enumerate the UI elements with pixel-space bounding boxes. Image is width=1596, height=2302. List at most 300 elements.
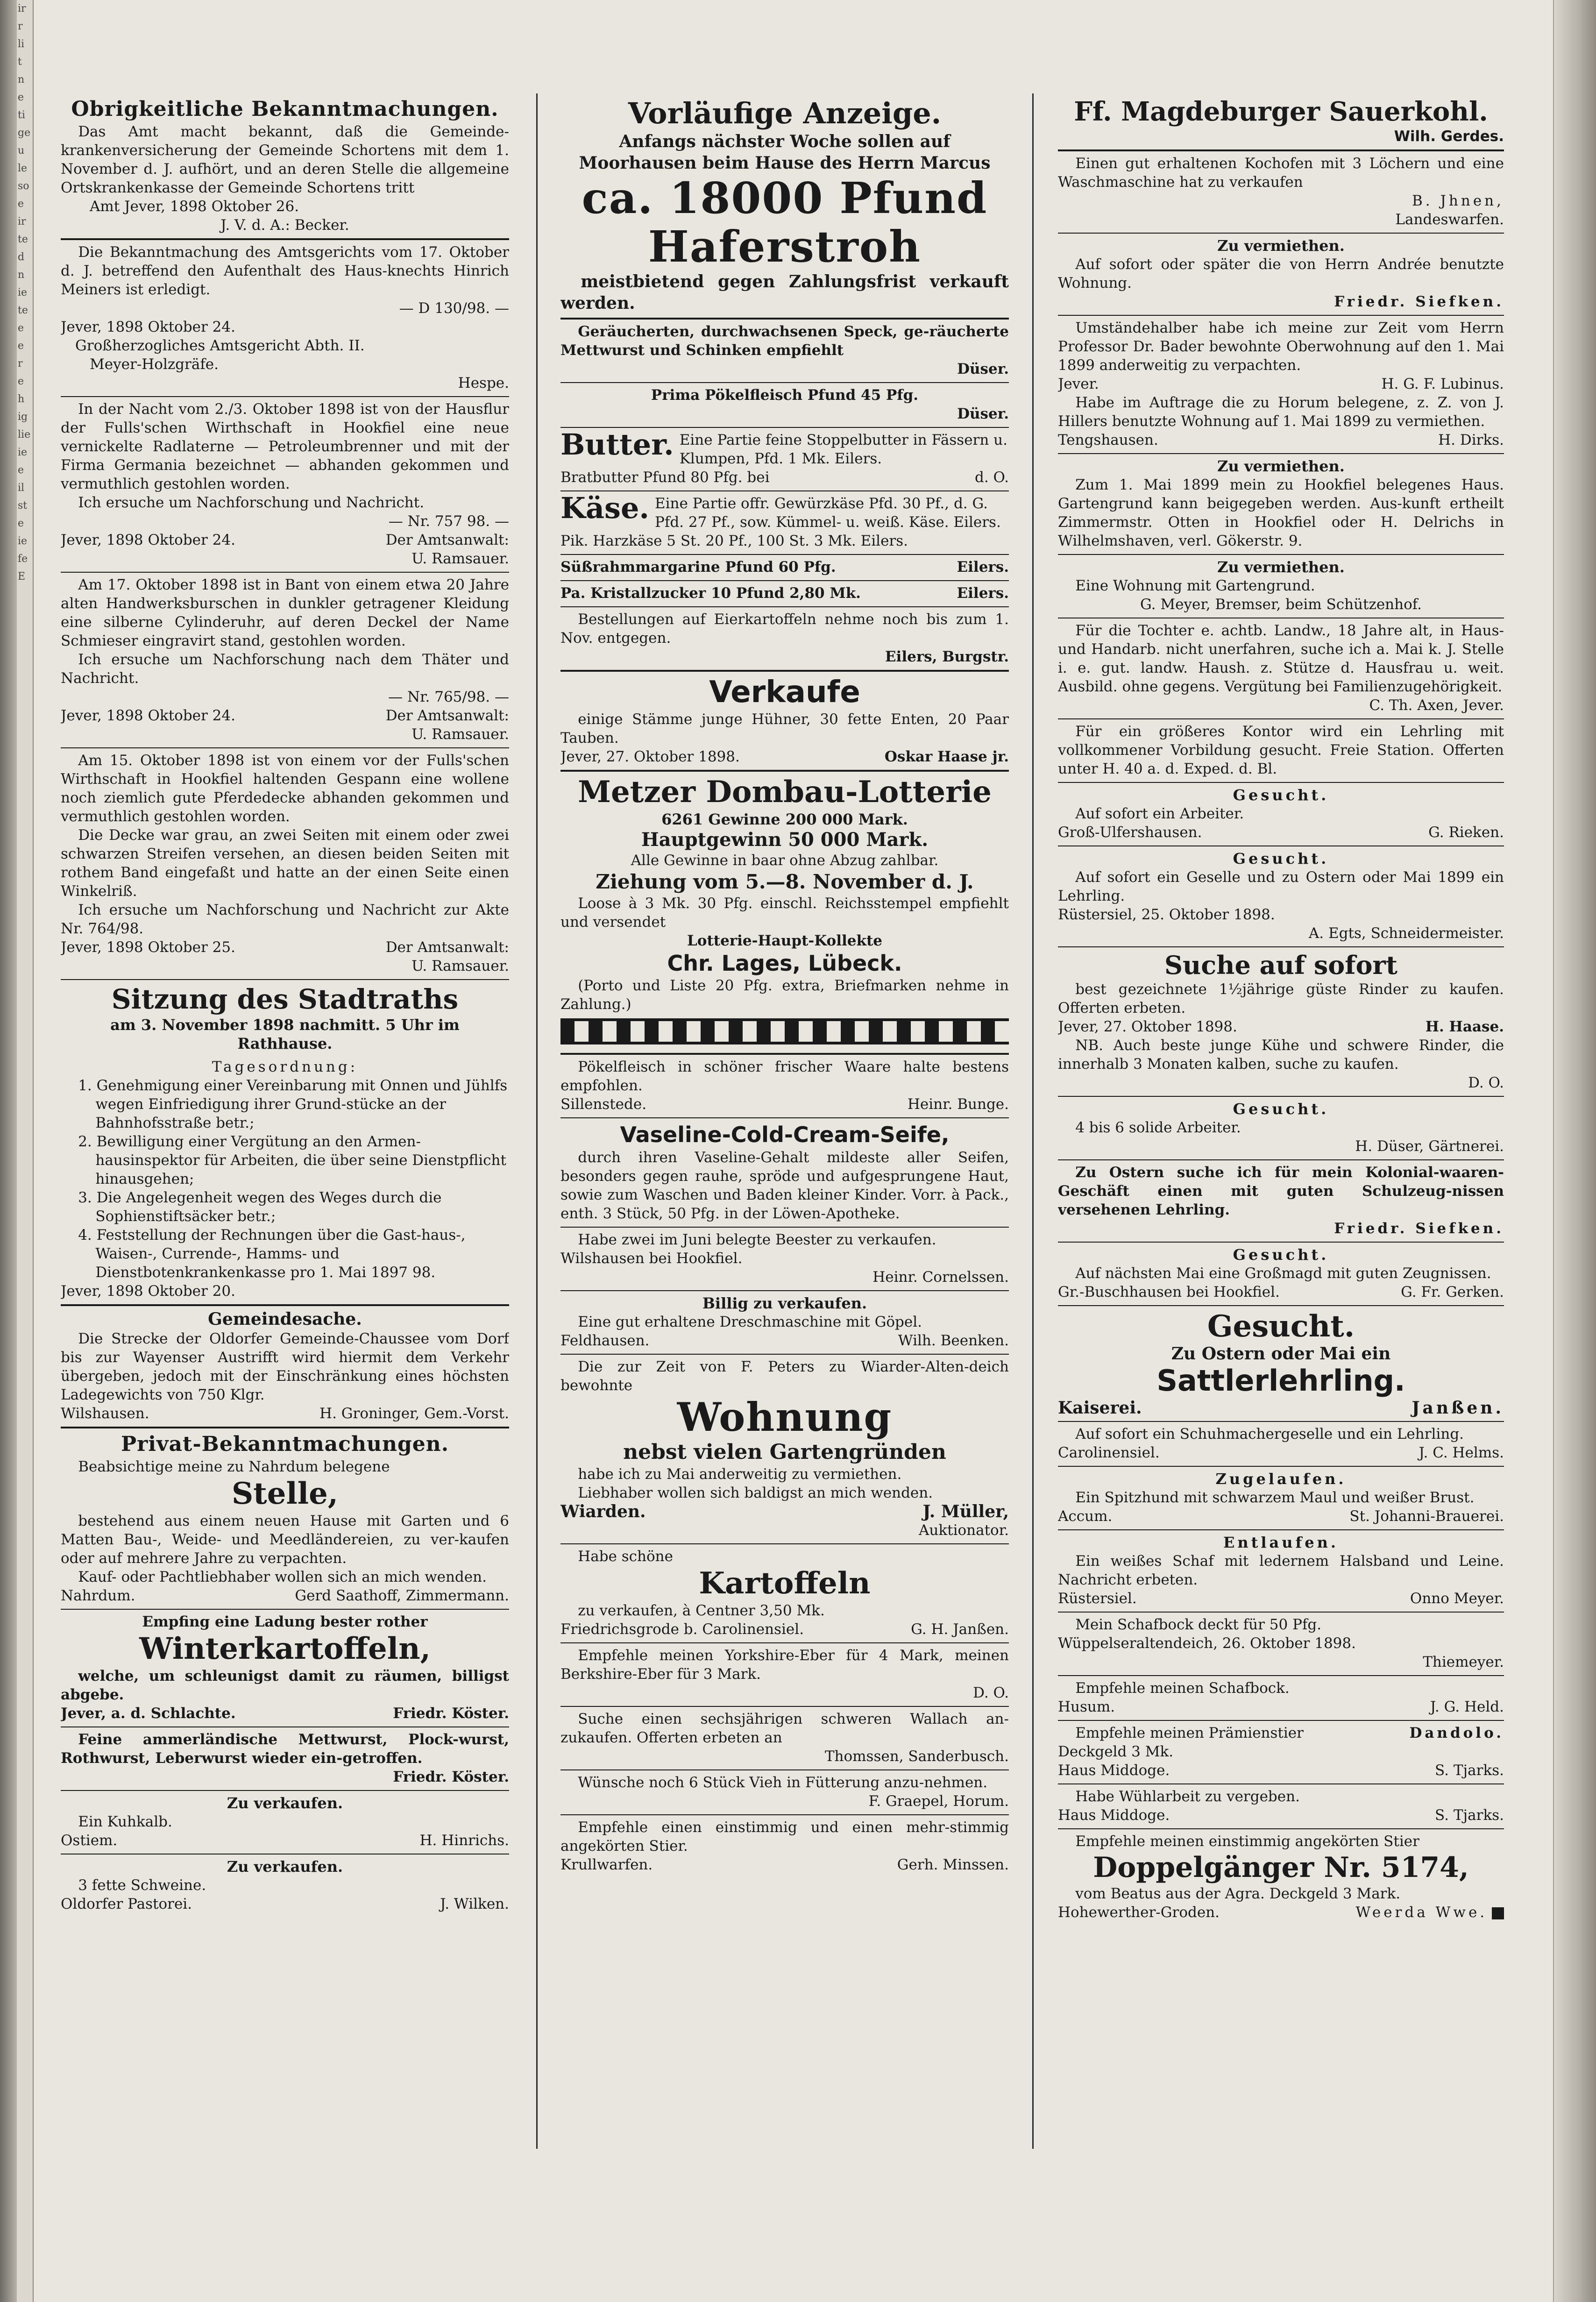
ad-text: vom Beatus aus der Agra. Deckgeld 3 Mark. [1075, 1885, 1401, 1902]
ad-place: Carolinensiel. [1058, 1444, 1160, 1461]
ad-place: Jever. [1058, 376, 1099, 392]
ad-text: Wünsche noch 6 Stück Vieh in Fütterung anzu-nehmen. [578, 1774, 988, 1791]
column-middle [560, 93, 1009, 2289]
notice-title: Gemeindesache. [208, 1309, 362, 1329]
municipal-notice [61, 1306, 509, 1428]
edge-fragment: ie [18, 287, 28, 298]
ad-subheadline: nebst vielen Gartengründen [623, 1440, 946, 1464]
ad-signature: S. Tjarks. [1435, 1762, 1504, 1779]
potato-order-ad [560, 607, 1009, 672]
ad-text: Pik. Harzkäse 5 St. 20 Pf., 100 St. 3 Mk. Eilers. [560, 533, 908, 549]
ad-signature: G. Rieken. [1428, 824, 1504, 841]
reference-number: — Nr. 765/98. — [388, 689, 509, 705]
ad-signature: G. H. Janßen. [911, 1621, 1009, 1638]
ad-signature: Thiemeyer. [1423, 1654, 1504, 1670]
ad-place: Sillenstede. [560, 1096, 647, 1113]
ad-title: Billig zu verkaufen. [702, 1294, 867, 1312]
notice-signature: U. Ramsauer. [411, 726, 509, 743]
ad-text: best gezeichnete 1½jährige güste Rinder zu kaufen. Offerten erbeten. [1058, 981, 1504, 1016]
stud-ad [1058, 1721, 1504, 1784]
notice-place: Wilshausen. [61, 1405, 149, 1422]
notice-text: Ich ersuche um Nachforschung und Nachricht. [78, 494, 425, 511]
ad-product: Haferstroh [648, 221, 922, 272]
ad-title: Gesucht. [1207, 1309, 1355, 1344]
ad-text: Empfehle meinen Prämienstier [1075, 1725, 1304, 1741]
edge-fragment: r [18, 21, 23, 32]
meeting-subtitle: am 3. November 1898 nachmitt. 5 Uhr im Rathhause. [110, 1016, 460, 1052]
ad-signature: Eilers, Burgstr. [885, 648, 1009, 665]
ad-text: Mein Schafbock deckt für 50 Pfg. [1075, 1616, 1322, 1633]
ad-signature: H. G. F. Lubinus. [1381, 376, 1504, 392]
ad-headline: Wohnung [677, 1394, 893, 1440]
ad-text: Bestellungen auf Eierkartoffeln nehme noch bis zum 1. Nov. entgegen. [560, 611, 1009, 647]
ad-text: Habe schöne [578, 1548, 673, 1565]
column-rule [536, 93, 538, 2149]
poultry-ad [560, 672, 1009, 772]
ad-text: Habe zwei im Juni belegte Beester zu verkaufen. [578, 1231, 936, 1248]
column-right [1058, 93, 1504, 2289]
police-notice [61, 748, 509, 980]
ad-text: Habe im Auftrage die zu Horum belegene, z. Z. von J. Hillers benutzte Wohnung auf 1. Mai 1899 zu vermiethen. [1058, 394, 1504, 430]
ad-place: Wilshausen bei Hookfiel. [560, 1250, 743, 1267]
ad-text: Einen gut erhaltenen Kochofen mit 3 Löchern und eine Waschmaschine hat zu verkaufen [1058, 155, 1504, 191]
ad-place: Oldorfer Pastorei. [61, 1896, 192, 1912]
ad-text: 4 bis 6 solide Arbeiter. [1075, 1119, 1241, 1136]
ad-signature: F. Graepel, Horum. [868, 1793, 1009, 1810]
ad-title: Gesucht. [1233, 786, 1329, 804]
ad-date: Jever, 27. Oktober 1898. [1058, 1018, 1237, 1035]
property-ad [61, 1428, 509, 1610]
ad-headline: Winterkartoffeln, [139, 1631, 431, 1666]
ad-text: habe ich zu Mai anderweitig zu vermiethen. [578, 1466, 902, 1483]
ornament-border [560, 1018, 1009, 1044]
notice-signature: H. Groninger, Gem.-Vorst. [319, 1405, 509, 1422]
ad-place: Hohewerther-Groden. [1058, 1904, 1220, 1921]
edge-fragment: lie [18, 429, 31, 441]
ad-title: Zu vermiethen. [1217, 237, 1345, 255]
ad-signature: Düser. [957, 361, 1009, 377]
council-meeting-notice [61, 980, 509, 1306]
potato-ad [61, 1610, 509, 1727]
ad-amount: ca. 18000 Pfund [582, 173, 988, 223]
ad-text: Eine gut erhaltene Dreschmaschine mit Göpel. [578, 1314, 922, 1330]
ad-signature: J. C. Helms. [1419, 1444, 1504, 1461]
ad-text: Die zur Zeit von F. Peters zu Wiarder-Alten-deich bewohnte [560, 1358, 1009, 1394]
position-wanted-ad [1058, 618, 1504, 719]
ad-signature: S. Tjarks. [1435, 1807, 1504, 1824]
ad-text: meistbietend gegen Zahlungsfrist verkauft werden. [560, 272, 1009, 313]
notice-date: Jever, 1898 Oktober 25. [61, 939, 235, 956]
edge-fragment: ie [18, 535, 28, 547]
ad-text: 3 fette Schweine. [78, 1877, 206, 1894]
ad-text: Ein Kuhkalb. [78, 1813, 172, 1830]
ad-title: Zugelaufen. [1215, 1470, 1347, 1488]
page-edge-right [1553, 0, 1596, 2302]
rental-ad [1058, 555, 1504, 618]
cattle-ad [560, 1228, 1009, 1291]
reference-number: — D 130/98. — [399, 300, 509, 317]
meat-ad [560, 383, 1009, 428]
edge-fragment: t [18, 56, 22, 68]
ad-title: Vaseline-Cold-Cream-Seife, [620, 1122, 950, 1147]
ad-text: Pa. Kristallzucker 10 Pfund 2,80 Mk. [560, 585, 861, 602]
edge-fragment: ge [18, 127, 31, 139]
ad-text: Prima Pökelfleisch Pfund 45 Pfg. [651, 387, 919, 404]
rental-ad [1058, 454, 1504, 555]
ad-text: Hauptgewinn 50 000 Mark. [641, 829, 929, 851]
edge-fragment: ir [18, 3, 26, 14]
edge-fragment: ig [18, 411, 28, 423]
ad-text: Habe Wühlarbeit zu vergeben. [1075, 1788, 1300, 1805]
notice-date: Jever, 1898 Oktober 24. [61, 319, 235, 335]
agenda-title: Tagesordnung: [212, 1059, 358, 1075]
ad-text: Auf sofort ein Arbeiter. [1075, 805, 1244, 822]
ad-text: Zum 1. Mai 1899 mein zu Hookfiel belegenes Haus. Gartengrund kann beigegeben werden. Aus-kunft ertheilt Zimmermstr. Otten in Hookfiel oder H. Delrichs in Wilhelmshaven, verl. Gökerstr. 9. [1058, 476, 1504, 549]
ad-text: Auf sofort ein Schuhmachergeselle und ein Lehrling. [1075, 1426, 1464, 1442]
ad-signature: G. Meyer, Bremser, beim Schützenhof. [1140, 596, 1422, 613]
edge-fragment: E [18, 571, 26, 583]
ad-text: Empfehle meinen Schafbock. [1075, 1680, 1290, 1697]
ad-text: Auf nächsten Mai eine Großmagd mit guten Zeugnissen. [1075, 1265, 1491, 1282]
ad-signature: Friedr. Siefken. [1334, 293, 1504, 310]
ad-signature: B. Jhnen, [1412, 192, 1504, 209]
ad-text: (Porto und Liste 20 Pfg. extra, Briefmarken nehme in Zahlung.) [560, 977, 1009, 1013]
machine-ad [560, 1291, 1009, 1355]
notice-text: Am 15. Oktober 1898 ist von einem vor der Fulls'schen Wirthschaft in Hookfiel haltenden Gespann eine wollene noch ziemlich gute Pferdedecke abhanden gekommen und vermuthlich gestohlen worden. [61, 752, 509, 825]
notice-text: Die Strecke der Oldorfer Gemeinde-Chaussee vom Dorf bis zur Wayenser Austrifft wird hiermit dem Verkehr übergeben, jedoch mit der Einschränkung eines höchsten Ladegewichts von 750 Klgr. [61, 1330, 509, 1403]
ad-signature: H. Haase. [1425, 1018, 1504, 1035]
ad-signature: Düser. [957, 405, 1009, 422]
edge-fragment: te [18, 234, 28, 245]
edge-fragment: e [18, 518, 24, 529]
ad-text: Eine Partie feine Stoppelbutter in Fässern u. Klumpen, Pfd. 1 Mk. Eilers. [679, 432, 1008, 467]
edge-fragment: e [18, 376, 24, 387]
apprentice-ad [1058, 719, 1504, 783]
edge-fragment: e [18, 464, 24, 476]
ad-title: Suche auf sofort [1164, 950, 1397, 980]
ad-signature: D. O. [1468, 1074, 1504, 1091]
notice-date: Jever, 1898 Oktober 24. [61, 532, 235, 548]
stove-ad [1058, 151, 1504, 234]
worker-wanted-ad [1058, 1097, 1504, 1160]
edge-fragment: ie [18, 447, 28, 458]
edge-fragment: st [18, 500, 28, 512]
ad-signature: J. Müller, [922, 1502, 1009, 1521]
ad-signature: J. G. Held. [1430, 1698, 1504, 1715]
reference-number: — Nr. 757 98. — [388, 513, 509, 530]
ad-signature: Friedr. Siefken. [1334, 1220, 1504, 1237]
edge-fragment: d [18, 251, 25, 263]
ad-signature: Wilh. Gerdes. [1394, 128, 1504, 145]
ad-date: Jever, 27. Oktober 1898. [560, 748, 740, 765]
ad-place: Accum. [1058, 1508, 1113, 1525]
notice-date: Amt Jever, 1898 Oktober 26. [90, 198, 299, 215]
notice-text: Die Bekanntmachung des Amtsgerichts vom 17. Oktober d. J. betreffend den Aufenthalt des Haus-knechts Hinrich Meiners ist erledigt. [61, 244, 509, 298]
ad-title: Gesucht. [1233, 1246, 1329, 1264]
ad-place: Haus Middoge. [1058, 1762, 1170, 1779]
lost-sheep-ad [1058, 1530, 1504, 1613]
ad-signature: St. Johanni-Brauerei. [1349, 1508, 1504, 1525]
ad-signature: Thomssen, Sanderbusch. [824, 1748, 1009, 1765]
court-name: Großherzogliches Amtsgericht Abth. II. [75, 337, 365, 354]
ad-title: Gesucht. [1233, 1100, 1329, 1118]
ad-text: Beabsichtige meine zu Nahrdum belegene [78, 1458, 390, 1475]
ad-text: NB. Auch beste junge Kühe und schwere Rinder, die innerhalb 3 Monaten kalben, suche zu kaufen. [1058, 1037, 1504, 1073]
rental-ad [1058, 234, 1504, 316]
ad-text: Ein weißes Schaf mit ledernem Halsband und Leine. Nachricht erbeten. [1058, 1553, 1504, 1588]
ad-text: Deckgeld 3 Mk. [1058, 1743, 1174, 1760]
edge-fragment: le [18, 163, 28, 174]
printer-mark [1492, 1907, 1504, 1919]
ad-signature: Friedr. Köster. [393, 1705, 509, 1722]
ad-signature: Gerd Saathoff, Zimmermann. [295, 1587, 509, 1604]
column-rule [1032, 93, 1034, 2149]
ad-signature: H. Dirks. [1438, 432, 1504, 448]
bull-ad [560, 1815, 1009, 1878]
ad-signature: Wilh. Beenken. [898, 1332, 1009, 1349]
ad-text: Kauf- oder Pachtliebhaber wollen sich an mich wenden. [78, 1569, 487, 1585]
ad-text: Empfehle meinen einstimmig angekörten Stier [1075, 1833, 1419, 1850]
agenda-item: 3. Die Angelegenheit wegen des Weges durch die Sophienstiftsäcker betr.; [78, 1189, 442, 1225]
ad-text: Suche einen sechsjährigen schweren Wallach an-zukaufen. Offerten erbeten an [560, 1711, 1009, 1746]
meeting-date: Jever, 1898 Oktober 20. [61, 1283, 235, 1300]
ad-text: Ein Spitzhund mit schwarzem Maul und weißer Brust. [1075, 1489, 1475, 1506]
ad-text: Lotterie-Haupt-Kollekte [687, 932, 883, 949]
ad-text: Anfangs nächster Woche sollen auf Moorhausen beim Hause des Herrn Marcus [579, 132, 991, 173]
court-notice [61, 240, 509, 397]
maid-wanted-ad [1058, 1243, 1504, 1306]
ad-headline: Doppelgänger Nr. 5174, [1093, 1851, 1469, 1884]
ad-text: Eine Partie offr. Gewürzkäse Pfd. 30 Pf., d. G. Pfd. 27 Pf., sow. Kümmel- u. weiß. Käse. Eilers. [655, 495, 1001, 531]
ad-role: Auktionator. [918, 1522, 1009, 1539]
apprentice-ad [1058, 1160, 1504, 1243]
book-spine [0, 0, 17, 2302]
agenda-item: 4. Feststellung der Rechnungen über die Gast-haus-, Waisen-, Currende-, Hamms- und Dienstbotenkrankenkasse pro 1. Mai 1897 98. [78, 1227, 466, 1281]
ad-text: Zu Ostern suche ich für mein Kolonial-waaren-Geschäft einen mit guten Schulzeug-nissen versehenen Lehrling. [1058, 1164, 1504, 1218]
feeding-ad [560, 1770, 1009, 1815]
edge-fragment: u [18, 145, 25, 156]
section-title: Privat-Bekanntmachungen. [121, 1432, 449, 1456]
notice-signature: U. Ramsauer. [411, 550, 509, 567]
rental-ad [1058, 316, 1504, 454]
lottery-ad [560, 772, 1009, 1055]
ad-text: Eine Wohnung mit Gartengrund. [1075, 577, 1315, 594]
meat-ad [560, 1055, 1009, 1118]
notice-signature: J. V. d. A.: Becker. [220, 217, 349, 234]
ad-text: bestehend aus einem neuen Hause mit Garten und 6 Matten Bau-, Weide- und Meedländereien, zu ver-kaufen oder auf mehrere Jahre zu verpachten. [61, 1513, 509, 1567]
ad-place: Haus Middoge. [1058, 1807, 1170, 1824]
agenda-list [61, 1076, 509, 1282]
ad-title: Zu vermiethen. [1217, 558, 1345, 576]
stud-ad [1058, 1829, 1504, 1925]
edge-fragment: n [18, 269, 25, 281]
notice-signature: U. Ramsauer. [411, 958, 509, 974]
worker-wanted-ad [1058, 846, 1504, 947]
bull-name: Dandolo. [1409, 1725, 1504, 1741]
ad-place: Rüstersiel. [1058, 1590, 1137, 1607]
ad-signature: D. O. [973, 1684, 1009, 1701]
ad-title: Zu verkaufen. [227, 1794, 343, 1812]
ad-signature: H. Düser, Gärtnerei. [1355, 1138, 1504, 1155]
ad-place: Gr.-Buschhausen bei Hookfiel. [1058, 1284, 1280, 1300]
edge-fragment: n [18, 74, 25, 85]
ad-title: Gesucht. [1233, 850, 1329, 867]
ad-text: Empfehle meinen Yorkshire-Eber für 4 Mark, meinen Berkshire-Eber für 3 Mark. [560, 1647, 1009, 1683]
ad-text: welche, um schleunigst damit zu räumen, billigst abgebe. [61, 1668, 509, 1703]
ad-signature: Friedr. Köster. [393, 1769, 509, 1785]
ad-text: 6261 Gewinne 200 000 Mark. [661, 810, 908, 828]
ad-place: Landeswarfen. [1395, 211, 1504, 228]
edge-fragment: li [18, 38, 25, 50]
ad-title: Vorläufige Anzeige. [628, 96, 942, 130]
sauerkraut-ad [1058, 93, 1504, 151]
ad-title: Zu vermiethen. [1217, 457, 1345, 475]
ad-place: Wüppelseraltendeich, 26. Oktober 1898. [1058, 1635, 1356, 1652]
stud-ad [1058, 1613, 1504, 1676]
ad-text: Ziehung vom 5.—8. November d. J. [596, 870, 974, 893]
sausage-ad [61, 1727, 509, 1791]
ad-text: Alle Gewinne in baar ohne Abzug zahlbar. [631, 852, 939, 869]
notice-text: Ich ersuche um Nachforschung nach dem Thäter und Nachricht. [61, 651, 509, 687]
ad-signature: Weerda Wwe. [1355, 1904, 1488, 1921]
ad-title: Verkaufe [709, 675, 860, 710]
ad-place: Friedrichsgrode b. Carolinensiel. [560, 1621, 804, 1638]
stud-ad [1058, 1676, 1504, 1721]
sale-ad [61, 1791, 509, 1854]
sale-ad [61, 1854, 509, 1917]
cheese-ad [560, 491, 1009, 555]
ad-place: Feldhausen. [560, 1332, 650, 1349]
ad-text: Loose à 3 Mk. 30 Pfg. einschl. Reichsstempel empfiehlt und versendet [560, 895, 1009, 931]
ad-title: Metzer Dombau-Lotterie [578, 774, 992, 810]
ad-place: Groß-Ulfershausen. [1058, 824, 1202, 841]
found-dog-ad [1058, 1467, 1504, 1530]
agenda-item: 1. Genehmigung einer Vereinbarung mit Onnen und Jühlfs wegen Einfriedigung ihrer Grund-stücke an der Bahnhofsstraße betr.; [78, 1077, 508, 1131]
ad-place: Wiarden. [560, 1502, 646, 1521]
ad-title: Ff. Magdeburger Sauerkohl. [1074, 96, 1488, 127]
ad-signature: Onno Meyer. [1410, 1590, 1504, 1607]
ad-text: Bratbutter Pfund 80 Pfg. bei [560, 469, 770, 486]
shoemaker-ad [1058, 1422, 1504, 1467]
ad-signature: J. Wilken. [440, 1896, 509, 1912]
edge-fragment: il [18, 482, 25, 494]
ad-text: Für die Tochter e. achtb. Landw., 18 Jahre alt, in Haus- und Handarb. nicht unerfahren, suche ich a. Mai k. J. Stelle i. e. gut. landw. Haush. z. Stütze d. Hausfrau u. weit. Ausbild. ohne gegens. Vergütung bei Familienzugehörigkeit. [1058, 622, 1504, 695]
police-notice [61, 573, 509, 748]
section-title: Obrigkeitliche Bekanntmachungen. [71, 97, 499, 121]
column-left [61, 93, 509, 2289]
ad-signature: H. Hinrichs. [419, 1832, 509, 1849]
horse-ad [560, 1707, 1009, 1770]
office-title: Der Amtsanwalt: [385, 939, 509, 956]
ad-headline: Käse. [560, 491, 649, 525]
soap-ad [560, 1118, 1009, 1228]
edge-fragment: r [18, 358, 23, 369]
notice-text: In der Nacht vom 2./3. Oktober 1898 ist von der Hausflur der Fulls'schen Wirthschaft in Hookfiel eine neue vernickelte Radlaterne — Petroleumbrenner und mit der Firma Germania bezeichnet — abhanden gekommen und vermuthlich gestohlen worden. [61, 401, 509, 492]
ad-place: Ostiem. [61, 1832, 118, 1849]
ad-text: Für ein größeres Kontor wird ein Lehrling mit vollkommener Vorbildung gesucht. Freie Station. Offerten unter H. 40 a. d. Exped. d. Bl. [1058, 723, 1504, 777]
ad-place: Jever, a. d. Schlachte. [61, 1705, 236, 1722]
ad-text: Feine ammerländische Mettwurst, Plock-wurst, Rothwurst, Leberwurst wieder ein-getroffen. [61, 1731, 509, 1767]
edge-fragment: ti [18, 109, 25, 121]
ad-signature: Gerh. Minssen. [897, 1856, 1009, 1873]
ad-title: Entlaufen. [1223, 1534, 1339, 1551]
ad-place: Kaiserei. [1058, 1398, 1142, 1418]
ad-company: Chr. Lages, Lübeck. [667, 951, 902, 976]
ad-signature: Janßen. [1412, 1398, 1504, 1418]
sugar-ad [560, 581, 1009, 607]
notice-signature: Meyer-Holzgräfe. [90, 356, 219, 373]
notice-text: Die Decke war grau, an zwei Seiten mit einem oder zwei schwarzen Streifen versehen, an diesen beiden Seiten mit rothem Band eingefaßt und hatte an der einen Seite einen Winkelriß. [61, 827, 509, 900]
margarine-ad [560, 555, 1009, 581]
work-ad [1058, 1784, 1504, 1829]
meeting-title: Sitzung des Stadtraths [111, 983, 459, 1015]
speck-ad [560, 320, 1009, 383]
edge-fragment: fe [18, 553, 28, 565]
ad-text: Empfehle einen einstimmig und einen mehr-stimmig angekörten Stier. [560, 1819, 1009, 1854]
edge-fragment: te [18, 305, 28, 316]
ad-text: Auf sofort oder später die von Herrn Andrée benutzte Wohnung. [1058, 256, 1504, 291]
cattle-wanted-ad [1058, 947, 1504, 1097]
saddler-apprentice-ad [1058, 1306, 1504, 1422]
ad-signature: Eilers. [957, 559, 1009, 576]
edge-fragment: e [18, 198, 24, 210]
official-notice [61, 93, 509, 240]
edge-fragment: h [18, 393, 25, 405]
worker-wanted-ad [1058, 783, 1504, 846]
ad-headline: Stelle, [231, 1476, 339, 1511]
ad-title: Zu verkaufen. [227, 1858, 343, 1876]
ad-signature: Heinr. Bunge. [907, 1096, 1009, 1113]
ad-signature: Heinr. Cornelssen. [872, 1269, 1009, 1286]
ad-place: Rüstersiel, 25. Oktober 1898. [1058, 906, 1275, 923]
notice-signature: Hespe. [458, 375, 509, 391]
ad-text: Auf sofort ein Geselle und zu Ostern oder Mai 1899 ein Lehrling. [1058, 869, 1504, 904]
straw-auction-ad [560, 93, 1009, 320]
edge-fragment: e [18, 340, 24, 352]
ad-text: Umständehalber habe ich meine zur Zeit vom Herrn Professor Dr. Bader bewohnte Oberwohnung auf den 1. Mai 1899 anderweitig zu verpachten. [1058, 320, 1504, 374]
notice-text: Ich ersuche um Nachforschung und Nachricht zur Akte Nr. 764/98. [61, 902, 509, 937]
edge-fragment: so [18, 180, 29, 192]
edge-fragment: e [18, 92, 24, 103]
ad-place: Nahrdum. [61, 1587, 135, 1604]
ad-headline: Kartoffeln [699, 1566, 871, 1601]
apartment-ad [560, 1355, 1009, 1544]
boar-ad [560, 1643, 1009, 1707]
ad-text: durch ihren Vaseline-Gehalt mildeste aller Seifen, besonders gegen rauhe, spröde und aufgesprungene Haut, sowie zum Waschen und Baden kleiner Kinder. Vorr. à Pack., enth. 3 Stück, 50 Pfg. in der Löwen-Apotheke. [560, 1149, 1009, 1222]
ad-text: einige Stämme junge Hühner, 30 fette Enten, 20 Paar Tauben. [560, 711, 1009, 746]
notice-text: Am 17. Oktober 1898 ist in Bant von einem etwa 20 Jahre alten Handwerksburschen in dunkler getragener Kleidung eine silberne Cylinderuhr, auf deren Deckel der Name Schmieser eingravirt stand, gestohlen worden. [61, 576, 509, 649]
ad-signature: d. O. [974, 469, 1009, 486]
ad-place: Tengshausen. [1058, 432, 1158, 448]
ad-text: Empfing eine Ladung bester rother [142, 1613, 428, 1630]
ad-text: zu verkaufen, à Centner 3,50 Mk. [578, 1602, 825, 1619]
ad-text: Zu Ostern oder Mai ein [1171, 1344, 1391, 1364]
ad-signature: A. Egts, Schneidermeister. [1308, 925, 1504, 942]
ad-place: Krullwarfen. [560, 1856, 653, 1873]
agenda-item: 2. Bewilligung einer Vergütung an den Armen-hausinspektor für Arbeiten, die über seine Dienstpflicht hinausgehen; [78, 1133, 506, 1187]
potatoes-ad [560, 1544, 1009, 1643]
office-title: Der Amtsanwalt: [385, 707, 509, 724]
edge-fragment: e [18, 322, 24, 334]
notice-date: Jever, 1898 Oktober 24. [61, 707, 235, 724]
ad-text: Süßrahmmargarine Pfund 60 Pfg. [560, 559, 836, 576]
police-notice [61, 397, 509, 573]
ad-text: Pökelfleisch in schöner frischer Waare halte bestens empfohlen. [560, 1059, 1009, 1094]
ad-place: Husum. [1058, 1698, 1115, 1715]
ad-signature: G. Fr. Gerken. [1401, 1284, 1504, 1300]
ad-headline: Butter. [560, 427, 674, 462]
butter-ad [560, 428, 1009, 491]
